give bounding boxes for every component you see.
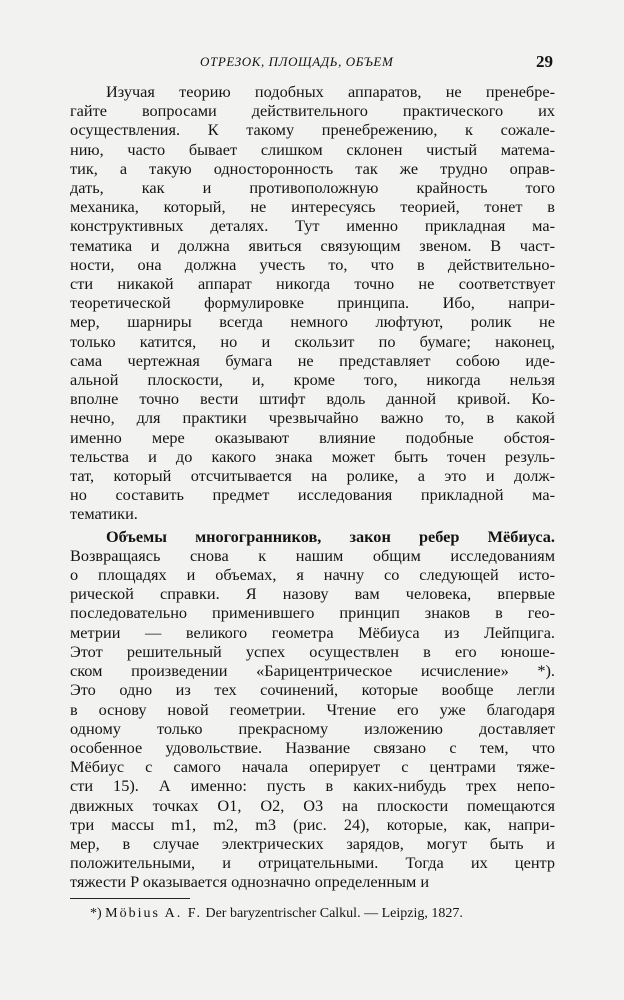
p1-line: тематики.: [70, 504, 138, 524]
page-header: [0, 52, 624, 76]
p1-line: сама чертежная бумага не представляет собою иде-: [70, 350, 555, 370]
p2-line: тяжести P оказывается однозначно определенным и: [70, 872, 430, 892]
p1-line: тик, а такую односторонность так же трудно оправ-: [70, 158, 555, 178]
p1-line: тельства и до какого знака может быть точен резуль-: [70, 446, 555, 466]
p1-line: конструктивных деталях. Тут именно прикладная ма-: [70, 216, 555, 236]
p1-line: вполне точно вести штифт вдоль данной кривой. Ко-: [70, 389, 555, 409]
footnote: [90, 906, 560, 922]
p1-line: но составить предмет исследования прикладной ма-: [70, 485, 555, 505]
p2-line: три массы m1, m2, m3 (рис. 24), которые, как, напри-: [70, 814, 555, 834]
p1-line: Изучая теорию подобных аппаратов, не пренебре-: [106, 82, 555, 101]
p1-line: тат, который отсчитывается на ролике, а это и долж-: [70, 466, 555, 486]
p2-line: метрии — великого геометра Мёбиуса из Лейпцига.: [70, 622, 555, 642]
p1-line: теоретической формулировке принципа. Ибо, напри-: [70, 293, 555, 313]
p1-line: тематика и должна явиться связующим звеном. В част-: [70, 235, 555, 255]
section-heading: Объемы многогранников, закон ребер Мёбиуса.: [106, 526, 555, 546]
p2-line: Мёбиус с самого начала оперирует с центрами тяже-: [70, 757, 555, 777]
footnote-divider: [70, 898, 190, 899]
footnote-marker: *): [90, 906, 102, 921]
p2-line: движных точках O1, O2, O3 на плоскости помещаются: [70, 795, 555, 815]
footnote-author: Möbius A. F.: [105, 906, 202, 921]
p2-line: в основу новой геометрии. Чтение его уже благодаря: [70, 699, 555, 719]
paragraph-2: [70, 527, 555, 892]
p2-line: о площадях и объемах, я начну со следующей исто-: [70, 565, 555, 585]
p2-line: особенное удовольствие. Название связано с тем, что: [70, 737, 555, 757]
p2-line: Возвращаясь снова к нашим общим исследованиям: [70, 545, 555, 565]
p1-line: дать, как и противоположную крайность того: [70, 178, 555, 198]
p2-line: мер, в случае электрических зарядов, могут быть и: [70, 833, 555, 853]
p1-line: сти никакой аппарат никогда точно не соответствует: [70, 274, 555, 294]
body-text: [70, 82, 555, 892]
page-number: 29: [536, 52, 553, 71]
p1-line: нечно, для практики чрезвычайно важно то, в какой: [70, 408, 555, 428]
p1-line: нию, часто бывает слишком склонен чистый матема-: [70, 139, 555, 159]
footnote-text: Der baryzentrischer Calkul. — Leipzig, 1827.: [205, 906, 463, 921]
p1-line: мер, шарниры всегда немного люфтуют, ролик не: [70, 312, 555, 332]
p2-line: ском произведении «Барицентрическое исчисление» *).: [70, 661, 555, 681]
running-title: ОТРЕЗОК, ПЛОЩАДЬ, ОБЪЕМ: [200, 54, 394, 69]
p2-line: сти 15). А именно: пусть в каких-нибудь трех непо-: [70, 776, 555, 796]
p1-line: альной плоскости, и, кроме того, никогда нельзя: [70, 370, 555, 390]
p1-line: осуществления. К такому пренебрежению, к сожале-: [70, 120, 555, 140]
p2-line: Это одно из тех сочинений, которые вообще легли: [70, 680, 555, 700]
p1-line: гайте вопросами действительного практического их: [70, 101, 555, 121]
paragraph-1: [70, 82, 555, 524]
p2-line: Этот решительный успех осуществлен в его юноше-: [70, 641, 555, 661]
p1-line: ности, она должна учесть то, что в действительно-: [70, 254, 555, 274]
p2-line: положительными, и отрицательными. Тогда их центр: [70, 853, 555, 873]
p2-line: одному только прекрасному изложению доставляет: [70, 718, 555, 738]
p1-line: именно мере оказывают влияние подобные обстоя-: [70, 427, 555, 447]
p1-line: только катится, но и скользит по бумаге; наконец,: [70, 331, 555, 351]
p2-line: последовательно применившего принцип знаков в гео-: [70, 603, 555, 623]
p1-line: механика, который, не интересуясь теорией, тонет в: [70, 197, 555, 217]
p2-line: рической справки. Я назову вам человека, впервые: [70, 584, 555, 604]
